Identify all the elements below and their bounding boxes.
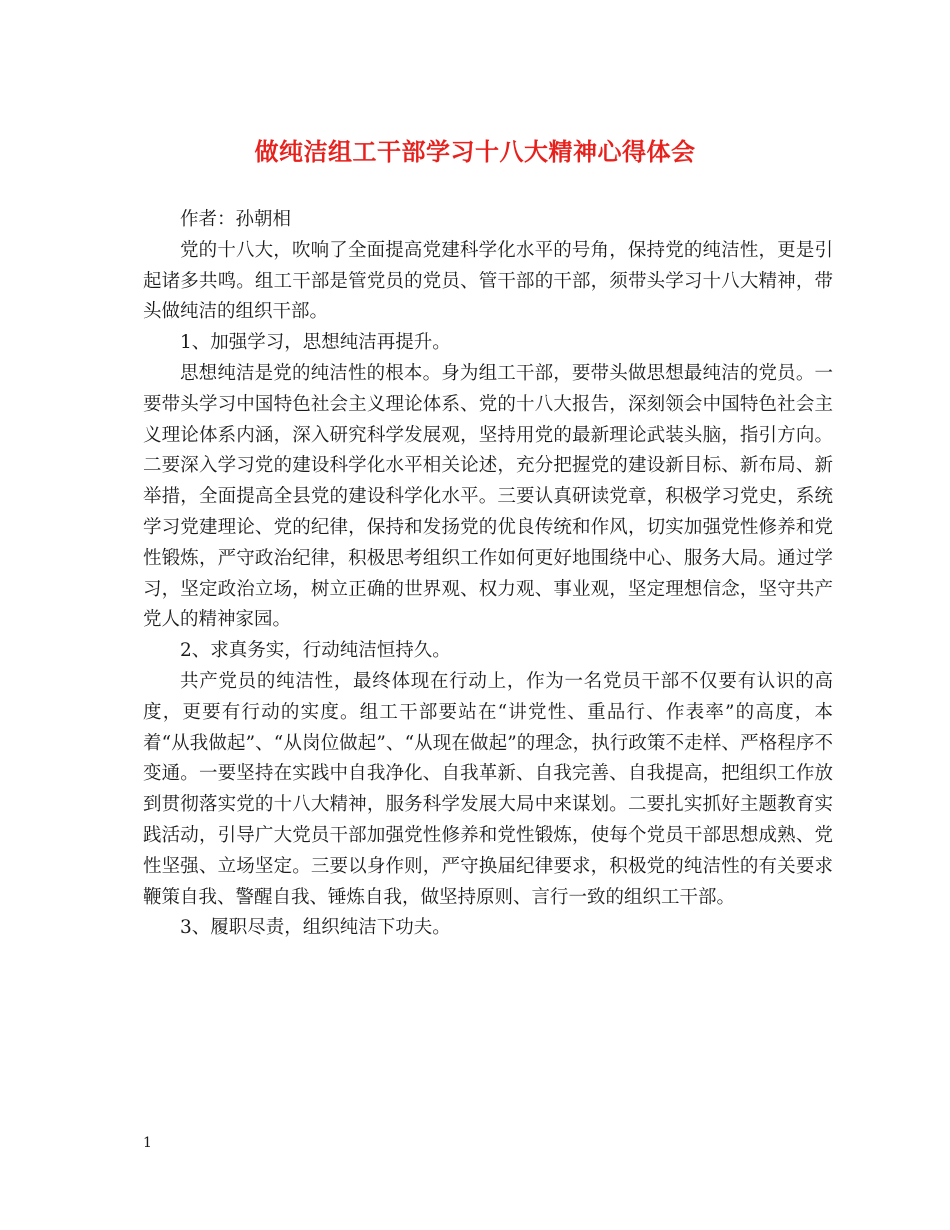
paragraph-section-2: 共产党员的纯洁性，最终体现在行动上，作为一名党员干部不仅要有认识的高度，更要有行动的实度。组工干部要站在“讲党性、重品行、作表率”的高度，本着“从我做起”、“从岗位做起”、“从现在做起”的理念，执行政策不走样、严格程序不变通。一要坚持在实践中自我净化、自我革新、自我完善、自我提高，把组织工作放到贯彻落实党的十八大精神，服务科学发展大局中来谋划。二要扎实抓好主题教育实践活动，引导广大党员干部加强党性修养和党性锻炼，使每个党员干部思想成熟、党性坚强、立场坚定。三要以身作则，严守换届纪律要求，积极党的纯洁性的有关要求鞭策自我、警醒自我、锤炼自我，做坚持原则、言行一致的组织工干部。 (143, 670, 833, 908)
section-heading-2: 2、求真务实，行动纯洁恒持久。 (180, 640, 451, 662)
section-heading-3: 3、履职尽责，组织纯洁下功夫。 (180, 917, 451, 939)
section-heading-1: 1、加强学习，思想纯洁再提升。 (180, 332, 451, 354)
author-line: 作者：孙朝相 (180, 209, 292, 230)
paragraph-section-1: 思想纯洁是党的纯洁性的根本。身为组工干部，要带头做思想最纯洁的党员。一要带头学习中国特色社会主义理论体系、党的十八大报告，深刻领会中国特色社会主义理论体系内涵，深入研究科学发展观，坚持用党的最新理论武装头脑，指引方向。二要深入学习党的建设科学化水平相关论述，充分把握党的建设新目标、新布局、新举措，全面提高全县党的建设科学化水平。三要认真研读党章，积极学习党史，系统学习党建理论、党的纪律，保持和发扬党的优良传统和作风，切实加强党性修养和党性锻炼，严守政治纪律，积极思考组织工作如何更好地围绕中心、服务大局。通过学习，坚定政治立场，树立正确的世界观、权力观、事业观，坚定理想信念，坚守共产党人的精神家园。 (143, 362, 833, 631)
document-title: 做纯洁组工干部学习十八大精神心得体会 (254, 137, 696, 166)
page-number: 1 (143, 1135, 152, 1151)
document-body (143, 205, 833, 944)
paragraph-intro: 党的十八大，吹响了全面提高党建科学化水平的号角，保持党的纯洁性，更是引起诸多共鸣。组工干部是管党员的党员、管干部的干部，须带头学习十八大精神，带头做纯洁的组织干部。 (143, 239, 833, 323)
